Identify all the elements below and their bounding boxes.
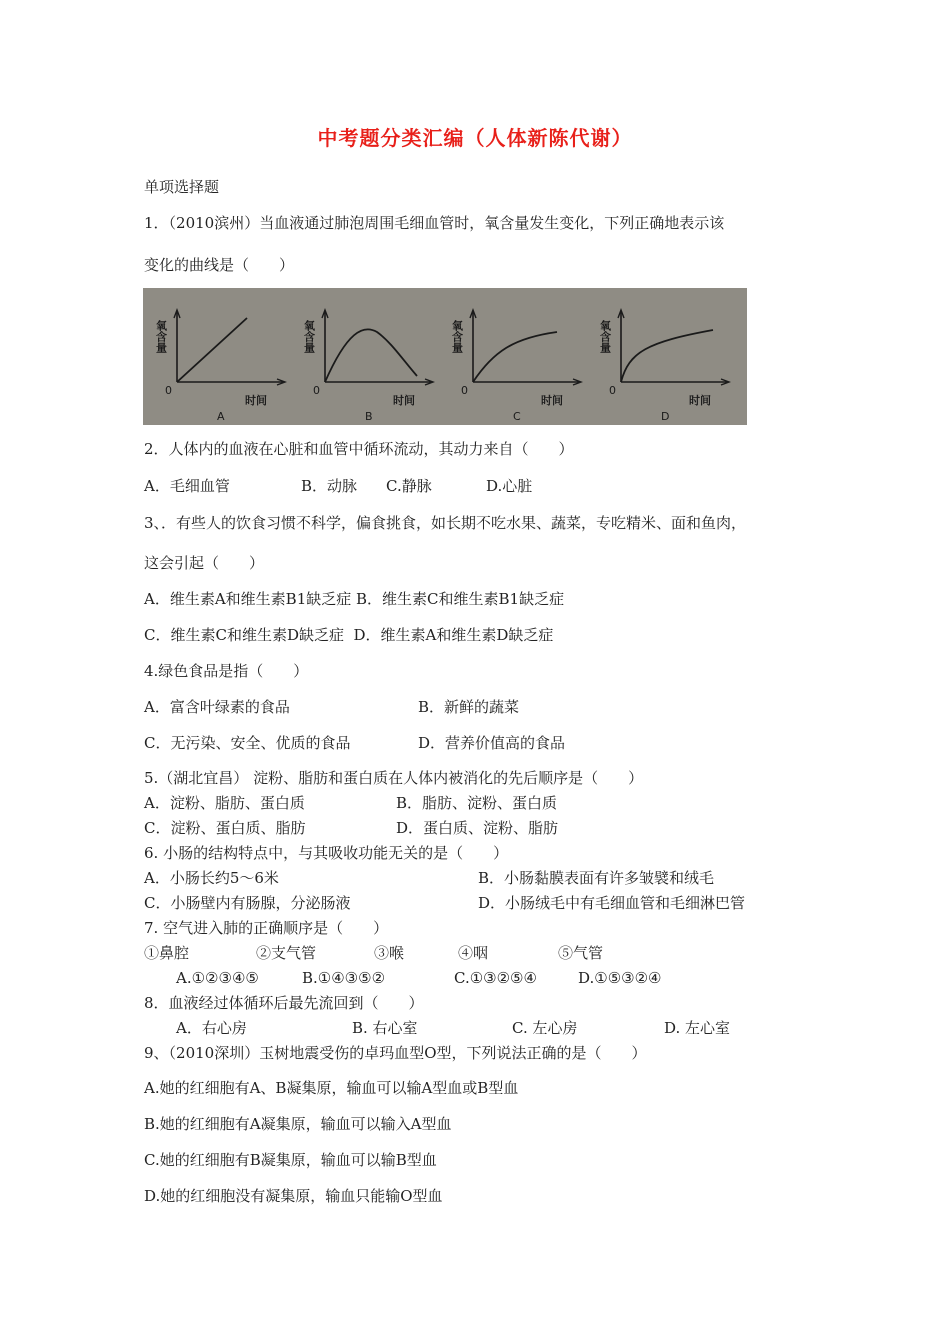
- section-heading: 单项选择题: [144, 178, 220, 196]
- q5-stem: 5.（湖北宜昌） 淀粉、脂肪和蛋白质在人体内被消化的先后顺序是（ ）: [144, 769, 644, 787]
- q7-option-b: B.①④③⑤②: [302, 969, 386, 987]
- q9-option-a: A.她的红细胞有A、B凝集原，输血可以输A型血或B型血: [144, 1079, 519, 1097]
- q8-option-a: A．右心房: [176, 1019, 247, 1037]
- y-axis-label: 氧含量: [302, 320, 316, 353]
- q8-option-d: D. 左心室: [664, 1019, 731, 1037]
- q9-option-d: D.她的红细胞没有凝集原，输血只能输O型血: [144, 1187, 443, 1205]
- curve-c: [473, 332, 557, 382]
- q3-stem-line2: 这会引起（ ）: [144, 554, 265, 572]
- curve-d: [621, 330, 713, 382]
- q5-option-c: C．淀粉、蛋白质、脂肪: [144, 819, 306, 837]
- q4-option-d: D．营养价值高的食品: [418, 734, 566, 752]
- q9-option-c: C.她的红细胞有B凝集原，输血可以输B型血: [144, 1151, 437, 1169]
- panel-label-b: B: [365, 410, 373, 423]
- q8-option-b: B. 右心室: [352, 1019, 418, 1037]
- q8-stem: 8．血液经过体循环后最先流回到（ ）: [144, 994, 424, 1012]
- q4-option-a: A．富含叶绿素的食品: [144, 698, 290, 716]
- q4-option-c: C．无污染、安全、优质的食品: [144, 734, 351, 752]
- q6-stem: 6. 小肠的结构特点中，与其吸收功能无关的是（ ）: [144, 844, 509, 862]
- y-axis-label: 氧含量: [598, 320, 612, 353]
- x-axis-label: 时间: [393, 394, 415, 407]
- curve-b: [325, 329, 417, 382]
- q1-figure-svg: [143, 288, 747, 425]
- panel-label-d: D: [661, 410, 670, 423]
- q1-stem-line1: 1．（2010滨州）当血液通过肺泡周围毛细血管时，氧含量发生变化，下列正确地表示该: [144, 214, 725, 232]
- q3-options-cd: C．维生素C和维生素D缺乏症 D．维生素A和维生素D缺乏症: [144, 626, 554, 644]
- x-axis-label: 时间: [541, 394, 563, 407]
- q3-options-ab: A．维生素A和维生素B1缺乏症 B．维生素C和维生素B1缺乏症: [144, 590, 565, 608]
- q5-option-b: B．脂肪、淀粉、蛋白质: [396, 794, 558, 812]
- q7-stem: 7. 空气进入肺的正确顺序是（ ）: [144, 919, 389, 937]
- y-axis-label: 氧含量: [154, 320, 168, 353]
- q3-stem-line1: 3、．有些人的饮食习惯不科学，偏食挑食，如长期不吃水果、蔬菜，专吃精米、面和鱼肉，: [144, 514, 747, 532]
- q2-option-b: B．动脉: [301, 477, 358, 495]
- q1-curve-figure: [143, 288, 747, 425]
- q5-option-a: A．淀粉、脂肪、蛋白质: [144, 794, 305, 812]
- origin-label: 0: [313, 384, 320, 397]
- q7-option-c: C.①③②⑤④: [454, 969, 537, 987]
- origin-label: 0: [165, 384, 172, 397]
- q2-option-c: C.静脉: [386, 477, 432, 495]
- q1-stem-line2: 变化的曲线是（ ）: [144, 256, 295, 274]
- q2-stem: 2．人体内的血液在心脏和血管中循环流动，其动力来自（ ）: [144, 440, 574, 458]
- q6-option-d: D．小肠绒毛中有毛细血管和毛细淋巴管: [478, 894, 746, 912]
- y-axis-label: 氧含量: [450, 320, 464, 353]
- q5-option-d: D．蛋白质、淀粉、脂肪: [396, 819, 559, 837]
- panel-label-c: C: [513, 410, 521, 423]
- q7-item-4: ④咽: [458, 944, 489, 962]
- q7-option-d: D.①⑤③②④: [578, 969, 662, 987]
- page-title: 中考题分类汇编（人体新陈代谢）: [317, 126, 633, 150]
- q6-option-a: A．小肠长约5～6米: [144, 869, 279, 887]
- q4-stem: 4.绿色食品是指（ ）: [144, 662, 309, 680]
- q6-option-c: C．小肠壁内有肠腺，分泌肠液: [144, 894, 351, 912]
- q8-option-c: C. 左心房: [512, 1019, 578, 1037]
- q4-option-b: B．新鲜的蔬菜: [418, 698, 520, 716]
- q7-item-3: ③喉: [374, 944, 405, 962]
- q9-option-b: B.她的红细胞有A凝集原，输血可以输入A型血: [144, 1115, 452, 1133]
- origin-label: 0: [461, 384, 468, 397]
- q6-option-b: B．小肠黏膜表面有许多皱襞和绒毛: [478, 869, 715, 887]
- x-axis-label: 时间: [689, 394, 711, 407]
- q7-item-5: ⑤气管: [558, 944, 604, 962]
- panel-label-a: A: [217, 410, 225, 423]
- q7-option-a: A.①②③④⑤: [176, 969, 259, 987]
- q7-item-1: ①鼻腔: [144, 944, 190, 962]
- q2-option-a: A．毛细血管: [144, 477, 230, 495]
- q2-option-d: D.心脏: [486, 477, 533, 495]
- curve-a: [177, 318, 247, 382]
- origin-label: 0: [609, 384, 616, 397]
- q7-item-2: ②支气管: [256, 944, 317, 962]
- x-axis-label: 时间: [245, 394, 267, 407]
- q9-stem: 9、（2010深圳）玉树地震受伤的卓玛血型O型，下列说法正确的是（ ）: [144, 1044, 647, 1062]
